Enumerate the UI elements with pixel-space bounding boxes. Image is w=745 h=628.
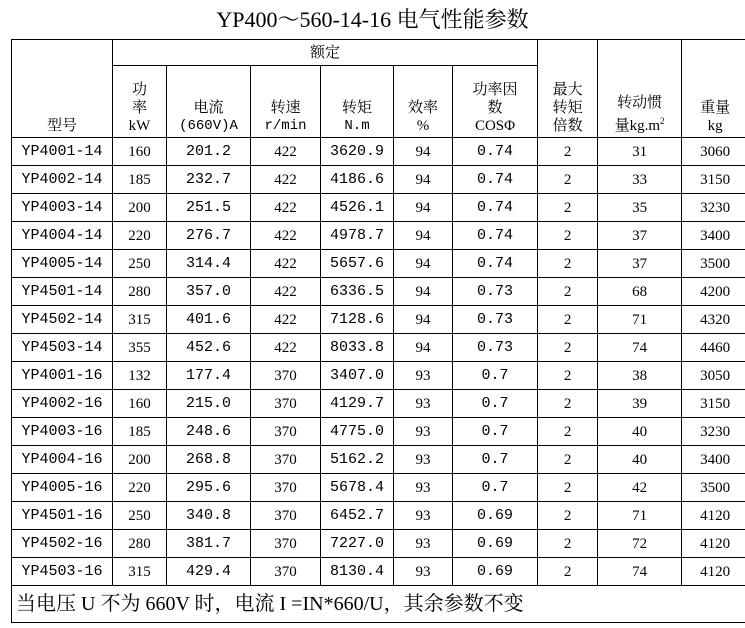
cell-max-torque: 2	[538, 250, 598, 278]
cell-efficiency: 94	[394, 166, 453, 194]
table-row	[12, 418, 745, 446]
table-body	[12, 138, 745, 586]
cell-max-torque: 2	[538, 222, 598, 250]
cell-torque: 7227.0	[321, 530, 394, 558]
table-row	[12, 390, 745, 418]
cell-weight: 3150	[682, 390, 745, 418]
cell-power-factor: 0.69	[453, 502, 538, 530]
cell-efficiency: 93	[394, 502, 453, 530]
cell-speed: 422	[251, 166, 321, 194]
cell-weight: 4200	[682, 278, 745, 306]
cell-efficiency: 94	[394, 250, 453, 278]
cell-power: 355	[113, 334, 167, 362]
cell-torque: 3407.0	[321, 362, 394, 390]
cell-power-factor: 0.7	[453, 362, 538, 390]
cell-power-factor: 0.7	[453, 474, 538, 502]
cell-current: 452.6	[167, 334, 251, 362]
cell-speed: 422	[251, 334, 321, 362]
table-row	[12, 306, 745, 334]
cell-speed: 422	[251, 194, 321, 222]
cell-inertia: 40	[598, 418, 682, 446]
cell-torque: 4186.6	[321, 166, 394, 194]
cell-model: YP4005-14	[12, 250, 113, 278]
cell-max-torque: 2	[538, 502, 598, 530]
cell-model: YP4501-14	[12, 278, 113, 306]
table-row	[12, 250, 745, 278]
cell-speed: 370	[251, 558, 321, 586]
cell-efficiency: 93	[394, 418, 453, 446]
cell-power-factor: 0.73	[453, 278, 538, 306]
cell-efficiency: 93	[394, 530, 453, 558]
cell-model: YP4501-16	[12, 502, 113, 530]
cell-speed: 370	[251, 418, 321, 446]
cell-weight: 3400	[682, 222, 745, 250]
cell-inertia: 33	[598, 166, 682, 194]
cell-efficiency: 93	[394, 474, 453, 502]
table-row	[12, 166, 745, 194]
header-speed-line-1: 转速	[270, 100, 301, 116]
cell-power: 132	[113, 362, 167, 390]
cell-inertia: 71	[598, 306, 682, 334]
cell-power-factor: 0.7	[453, 418, 538, 446]
cell-current: 248.6	[167, 418, 251, 446]
cell-power-factor: 0.74	[453, 194, 538, 222]
cell-current: 251.5	[167, 194, 251, 222]
cell-model: YP4503-14	[12, 334, 113, 362]
cell-efficiency: 93	[394, 558, 453, 586]
header-inertia-line-1: 转动惯	[617, 95, 663, 111]
cell-inertia: 40	[598, 446, 682, 474]
cell-model: YP4503-16	[12, 558, 113, 586]
header-power-line-3: kW	[128, 118, 151, 134]
cell-weight: 3500	[682, 250, 745, 278]
cell-model: YP4002-14	[12, 166, 113, 194]
cell-max-torque: 2	[538, 530, 598, 558]
cell-power-factor: 0.7	[453, 390, 538, 418]
cell-power: 200	[113, 194, 167, 222]
cell-inertia: 37	[598, 222, 682, 250]
cell-current: 276.7	[167, 222, 251, 250]
cell-efficiency: 94	[394, 222, 453, 250]
header-inertia	[598, 40, 682, 138]
cell-model: YP4002-16	[12, 390, 113, 418]
cell-torque: 8033.8	[321, 334, 394, 362]
header-weight-line-1: 重量	[700, 100, 731, 116]
cell-power-factor: 0.74	[453, 166, 538, 194]
cell-torque: 4978.7	[321, 222, 394, 250]
cell-power: 315	[113, 306, 167, 334]
cell-torque: 4129.7	[321, 390, 394, 418]
cell-inertia: 71	[598, 502, 682, 530]
cell-model: YP4004-14	[12, 222, 113, 250]
table-row	[12, 278, 745, 306]
cell-weight: 4120	[682, 558, 745, 586]
cell-current: 314.4	[167, 250, 251, 278]
table-row	[12, 474, 745, 502]
cell-power-factor: 0.73	[453, 334, 538, 362]
cell-inertia: 72	[598, 530, 682, 558]
cell-model: YP4003-14	[12, 194, 113, 222]
cell-max-torque: 2	[538, 194, 598, 222]
header-power-factor-line-2: 数	[487, 100, 503, 116]
cell-max-torque: 2	[538, 474, 598, 502]
header-power-factor-line-3: COSΦ	[474, 118, 516, 134]
cell-inertia: 38	[598, 362, 682, 390]
cell-current: 357.0	[167, 278, 251, 306]
table-row	[12, 138, 745, 166]
cell-model: YP4001-14	[12, 138, 113, 166]
cell-torque: 8130.4	[321, 558, 394, 586]
cell-model: YP4004-16	[12, 446, 113, 474]
cell-power: 250	[113, 250, 167, 278]
cell-inertia: 42	[598, 474, 682, 502]
cell-power: 220	[113, 222, 167, 250]
cell-speed: 370	[251, 446, 321, 474]
header-current-line-2: (660V)A	[179, 118, 238, 134]
header-efficiency-line-1: 效率	[407, 100, 438, 116]
cell-torque: 6452.7	[321, 502, 394, 530]
header-torque-line-1: 转矩	[341, 100, 372, 116]
cell-efficiency: 94	[394, 278, 453, 306]
cell-weight: 3230	[682, 418, 745, 446]
cell-current: 340.8	[167, 502, 251, 530]
cell-current: 268.8	[167, 446, 251, 474]
cell-speed: 370	[251, 502, 321, 530]
cell-torque: 7128.6	[321, 306, 394, 334]
header-power-line-2: 率	[131, 100, 147, 116]
cell-max-torque: 2	[538, 390, 598, 418]
cell-weight: 3060	[682, 138, 745, 166]
header-max-torque-line-3: 倍数	[552, 118, 583, 134]
page-title: YP400～560-14-16 电气性能参数	[216, 7, 529, 32]
header-current	[167, 66, 251, 138]
cell-efficiency: 94	[394, 194, 453, 222]
cell-weight: 4320	[682, 306, 745, 334]
header-speed	[251, 66, 321, 138]
cell-torque: 5162.2	[321, 446, 394, 474]
cell-power: 280	[113, 530, 167, 558]
cell-efficiency: 94	[394, 334, 453, 362]
cell-power-factor: 0.7	[453, 446, 538, 474]
cell-weight: 4120	[682, 530, 745, 558]
cell-current: 201.2	[167, 138, 251, 166]
cell-torque: 6336.5	[321, 278, 394, 306]
cell-weight: 3400	[682, 446, 745, 474]
table-row	[12, 446, 745, 474]
cell-current: 381.7	[167, 530, 251, 558]
cell-weight: 3150	[682, 166, 745, 194]
cell-model: YP4005-16	[12, 474, 113, 502]
header-power-factor	[453, 66, 538, 138]
header-max-torque-line-2: 转矩	[552, 100, 583, 116]
header-inertia-unit: 量kg.m	[614, 118, 661, 134]
cell-speed: 422	[251, 278, 321, 306]
header-max-torque	[538, 40, 598, 138]
table-row	[12, 530, 745, 558]
cell-current: 177.4	[167, 362, 251, 390]
header-max-torque-line-1: 最大	[552, 82, 583, 98]
cell-max-torque: 2	[538, 166, 598, 194]
table-row	[12, 362, 745, 390]
cell-power: 280	[113, 278, 167, 306]
cell-inertia: 68	[598, 278, 682, 306]
cell-torque: 5678.4	[321, 474, 394, 502]
cell-speed: 422	[251, 138, 321, 166]
cell-current: 429.4	[167, 558, 251, 586]
cell-speed: 370	[251, 390, 321, 418]
cell-weight: 3500	[682, 474, 745, 502]
cell-speed: 370	[251, 474, 321, 502]
cell-model: YP4001-16	[12, 362, 113, 390]
header-current-line-1: 电流	[193, 100, 224, 116]
cell-max-torque: 2	[538, 306, 598, 334]
cell-power: 200	[113, 446, 167, 474]
cell-current: 401.6	[167, 306, 251, 334]
cell-speed: 422	[251, 250, 321, 278]
cell-power: 250	[113, 502, 167, 530]
cell-max-torque: 2	[538, 278, 598, 306]
cell-efficiency: 93	[394, 390, 453, 418]
cell-current: 232.7	[167, 166, 251, 194]
cell-current: 295.6	[167, 474, 251, 502]
cell-inertia: 31	[598, 138, 682, 166]
cell-speed: 422	[251, 306, 321, 334]
cell-power-factor: 0.69	[453, 558, 538, 586]
cell-torque: 4526.1	[321, 194, 394, 222]
table-row	[12, 222, 745, 250]
cell-inertia: 74	[598, 558, 682, 586]
table-row	[12, 194, 745, 222]
header-torque-line-2: N.m	[344, 118, 370, 134]
cell-power-factor: 0.73	[453, 306, 538, 334]
cell-max-torque: 2	[538, 362, 598, 390]
cell-weight: 3050	[682, 362, 745, 390]
cell-speed: 422	[251, 222, 321, 250]
cell-efficiency: 93	[394, 362, 453, 390]
cell-inertia: 39	[598, 390, 682, 418]
header-efficiency	[394, 66, 453, 138]
cell-efficiency: 93	[394, 446, 453, 474]
header-speed-line-2: r/min	[264, 118, 307, 134]
cell-max-torque: 2	[538, 418, 598, 446]
cell-efficiency: 94	[394, 306, 453, 334]
cell-inertia: 35	[598, 194, 682, 222]
header-model: 型号	[12, 40, 113, 138]
cell-speed: 370	[251, 530, 321, 558]
cell-power-factor: 0.74	[453, 138, 538, 166]
cell-max-torque: 2	[538, 558, 598, 586]
cell-torque: 4775.0	[321, 418, 394, 446]
cell-model: YP4502-16	[12, 530, 113, 558]
cell-current: 215.0	[167, 390, 251, 418]
header-torque	[321, 66, 394, 138]
cell-max-torque: 2	[538, 334, 598, 362]
table-row	[12, 558, 745, 586]
cell-power: 160	[113, 138, 167, 166]
header-power	[113, 66, 167, 138]
cell-efficiency: 94	[394, 138, 453, 166]
cell-max-torque: 2	[538, 446, 598, 474]
cell-power: 220	[113, 474, 167, 502]
cell-power: 185	[113, 166, 167, 194]
cell-inertia: 74	[598, 334, 682, 362]
cell-weight: 4460	[682, 334, 745, 362]
cell-inertia: 37	[598, 250, 682, 278]
cell-power-factor: 0.69	[453, 530, 538, 558]
header-power-line-1: 功	[131, 82, 147, 98]
cell-max-torque: 2	[538, 138, 598, 166]
cell-model: YP4003-16	[12, 418, 113, 446]
cell-power: 160	[113, 390, 167, 418]
cell-power-factor: 0.74	[453, 250, 538, 278]
cell-weight: 4120	[682, 502, 745, 530]
header-weight-line-2: kg	[707, 118, 723, 134]
performance-table	[11, 39, 745, 623]
header-efficiency-line-2: %	[416, 118, 430, 134]
cell-speed: 370	[251, 362, 321, 390]
header-rated: 额定	[113, 40, 538, 66]
cell-torque: 5657.6	[321, 250, 394, 278]
header-inertia-exponent: 2	[660, 116, 665, 126]
cell-model: YP4502-14	[12, 306, 113, 334]
cell-torque: 3620.9	[321, 138, 394, 166]
table-row	[12, 502, 745, 530]
table-row	[12, 334, 745, 362]
header-weight	[682, 40, 745, 138]
header-power-factor-line-1: 功率因	[472, 82, 518, 98]
cell-weight: 3230	[682, 194, 745, 222]
footnote: 当电压 U 不为 660V 时，电流 I =IN*660/U，其余参数不变	[12, 586, 745, 623]
cell-power-factor: 0.74	[453, 222, 538, 250]
cell-power: 315	[113, 558, 167, 586]
cell-power: 185	[113, 418, 167, 446]
